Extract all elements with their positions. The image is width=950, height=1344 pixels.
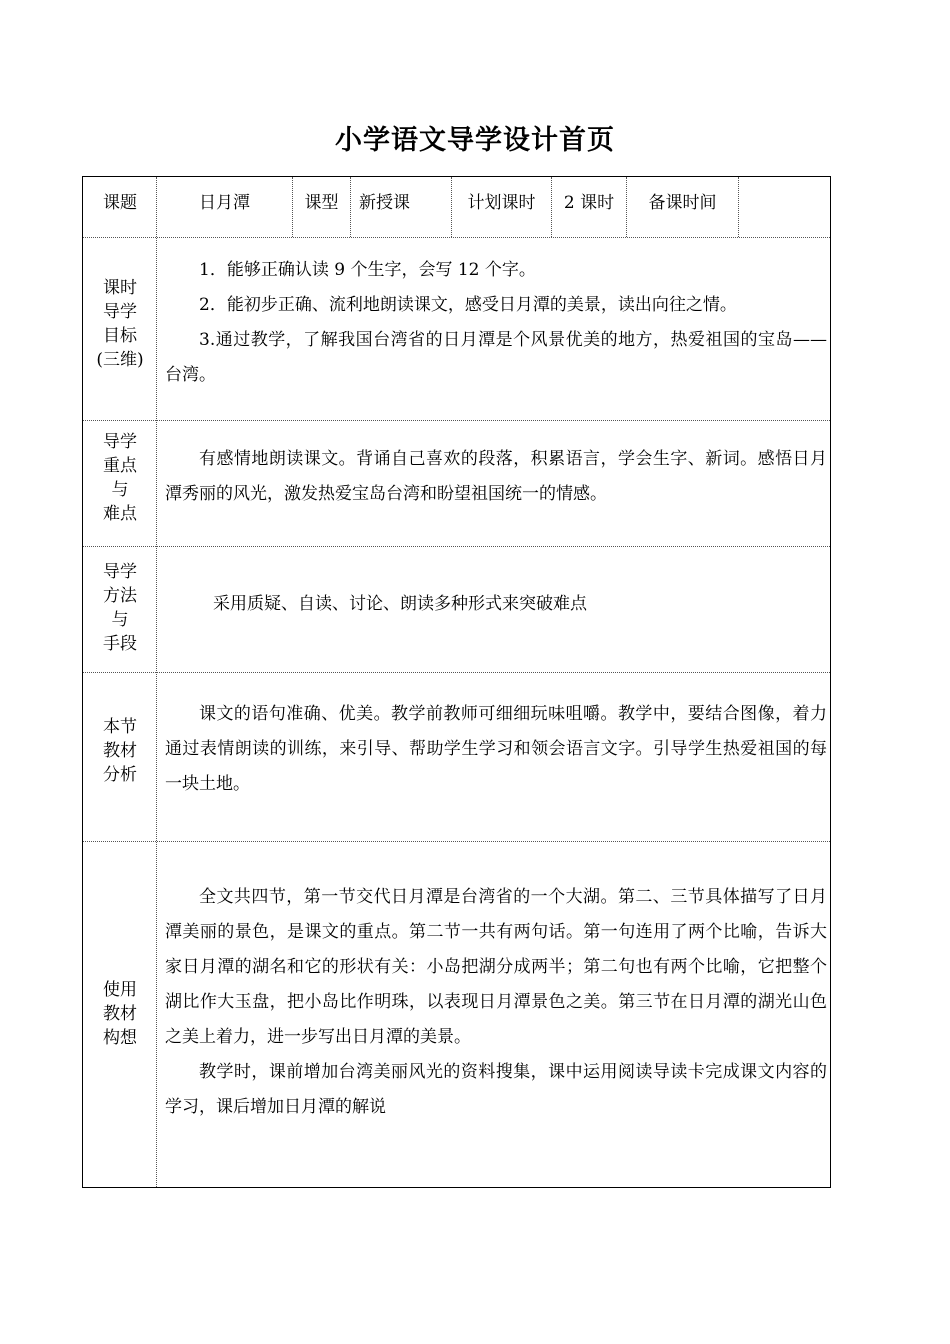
goals-label-line: (三维) [96,350,144,370]
analysis-text: 课文的语句准确、优美。教学前教师可细细玩味咀嚼。教学中，要结合图像，着力通过表情朗读的训练，来引导、帮助学生学习和领会语言文字。引导学生热爱祖国的每一块土地。 [165,704,827,794]
header-divider [738,177,739,237]
row-divider [83,546,830,547]
usage-label-line: 使用 [103,980,137,1000]
methods-label [83,560,157,656]
usage-label-line: 构想 [103,1028,137,1048]
methods-label-line: 与 [111,610,129,630]
usage-paragraph: 教学时，课前增加台湾美丽风光的资料搜集，课中运用阅读导读卡完成课文内容的学习，课后增加日月潭的解说 [165,1062,827,1117]
plan-label: 计划课时 [467,193,536,213]
topic-label: 课题 [103,193,137,213]
goals-label-line: 导学 [103,302,137,322]
analysis-label-line: 分析 [103,765,137,785]
usage-paragraph: 全文共四节，第一节交代日月潭是台湾省的一个大湖。第二、三节具体描写了日月潭美丽的景色，是课文的重点。第二节一共有两句话。第一句连用了两个比喻，告诉大家日月潭的湖名和它的形状有关：小岛把湖分成两半；第二句也有两个比喻，它把整个湖比作大玉盘，把小岛比作明珠，以表现日月潭景色之美。第三节在日月潭的湖光山色之美上着力，进一步写出日月潭的美景。 [165,887,827,1047]
plan-value: 2 课时 [563,193,615,213]
header-divider [350,177,351,237]
row-divider [83,672,830,673]
prep-label: 备课时间 [648,193,717,213]
analysis-content [165,697,827,802]
goal-item: 3.通过教学，了解我国台湾省的日月潭是个风景优美的地方，热爱祖国的宝岛——台湾。 [165,330,827,385]
analysis-label [83,715,157,787]
analysis-label-line: 教材 [103,741,137,761]
goals-label-line: 目标 [103,326,137,346]
goal-item: 2．能初步正确、流利地朗读课文，感受日月潭的美景，读出向往之情。 [199,295,737,315]
row-divider [83,420,830,421]
row-divider [83,841,830,842]
focus-label-line: 难点 [103,504,137,524]
topic-value: 日月潭 [199,193,250,213]
usage-content [165,880,827,1125]
goals-label [83,276,157,372]
focus-text: 有感情地朗读课文。背诵自己喜欢的段落，积累语言，学会生字、新词。感悟日月潭秀丽的风光，激发热爱宝岛台湾和盼望祖国统一的情感。 [165,449,827,504]
goal-item: 1．能够正确认读 9 个生字，会写 12 个字。 [199,260,536,280]
focus-content [165,442,827,512]
methods-text: 采用质疑、自读、讨论、朗读多种形式来突破难点 [213,594,587,614]
usage-label [83,978,157,1050]
goals-content [165,253,827,393]
methods-label-line: 方法 [103,586,137,606]
row-divider [83,237,830,238]
usage-label-line: 教材 [103,1004,137,1024]
focus-label [83,430,157,526]
page-title: 小学语文导学设计首页 [335,125,615,156]
type-value: 新授课 [359,193,410,213]
focus-label-line: 与 [111,480,129,500]
methods-content [213,587,813,622]
goals-label-line: 课时 [103,278,137,298]
methods-label-line: 手段 [103,634,137,654]
analysis-label-line: 本节 [103,717,137,737]
focus-label-line: 重点 [103,456,137,476]
methods-label-line: 导学 [103,562,137,582]
focus-label-line: 导学 [103,432,137,452]
type-label: 课型 [304,193,339,213]
